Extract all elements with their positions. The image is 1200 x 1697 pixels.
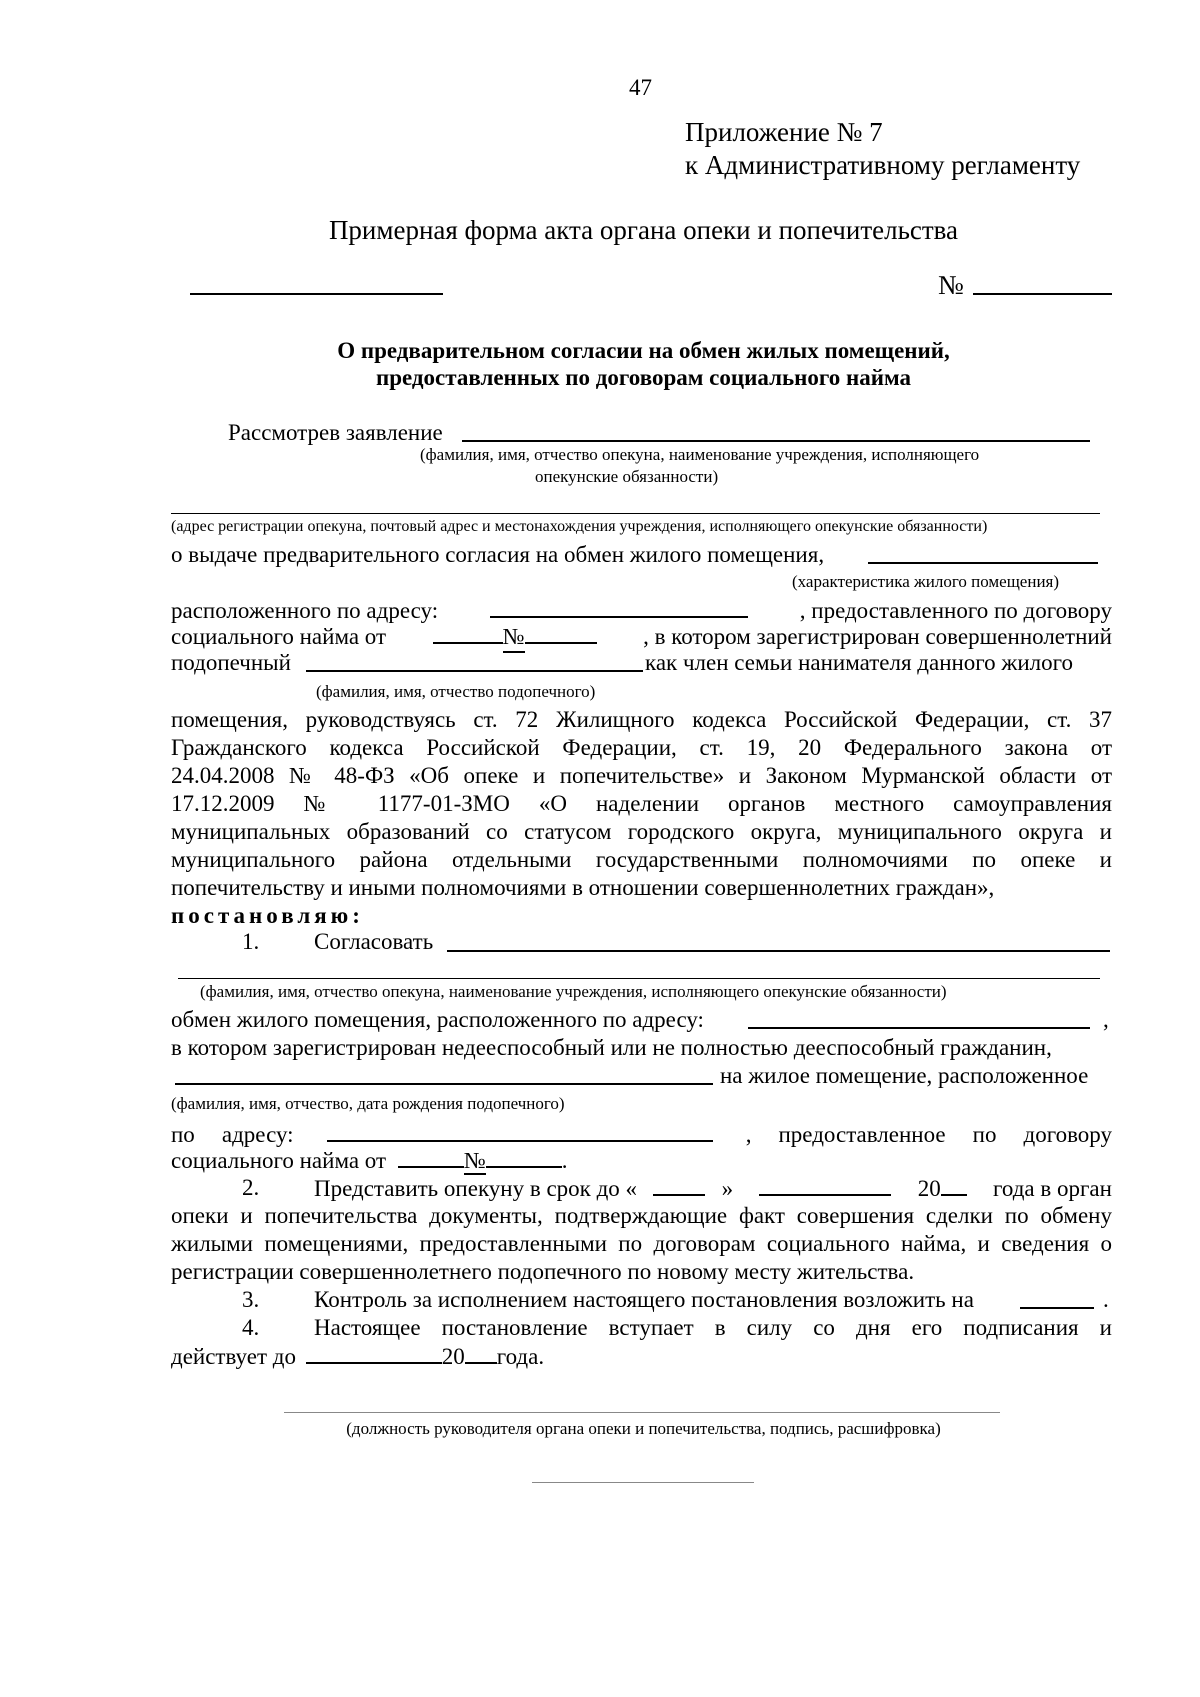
as-family-member: как член семьи нанимателя данного жилого: [645, 650, 1073, 675]
consent-line: о выдаче предварительного согласия на обмен жилого помещения,: [171, 542, 825, 567]
item2-year-prefix: 20: [917, 1176, 941, 1201]
lease-number-sign-2: №: [463, 1148, 486, 1173]
lease-period: .: [561, 1148, 568, 1173]
considering-label: Рассмотрев заявление: [228, 420, 443, 445]
date-blank: [190, 293, 443, 295]
hint-guardian-1: (фамилия, имя, отчество опекуна, наименование учреждения, исполняющего: [420, 445, 980, 464]
item2-day-blank: [653, 1174, 705, 1196]
social-lease-label-2: социального найма от: [171, 1148, 387, 1173]
legal-text: 17.12.2009 № 1177-01-ЗМО «О наделении органов местного самоуправления: [171, 791, 1112, 816]
item3-period: .: [1103, 1287, 1109, 1312]
incapable-name-blank: [175, 1083, 713, 1085]
legal-text: помещения, руководствуясь ст. 72 Жилищного кодекса Российской Федерации, ст. 37: [171, 707, 1112, 732]
item2-text-b: »: [721, 1176, 734, 1201]
address-blank: [171, 513, 1100, 514]
number-blank: [973, 293, 1112, 295]
legal-line-6: [171, 846, 1112, 874]
social-lease-label: социального найма от: [171, 624, 387, 649]
legal-text: муниципальных образований со статусом городского округа, муниципального округа и: [171, 819, 1112, 844]
provided-word: предоставленное: [778, 1122, 946, 1147]
exchange-comma: ,: [1103, 1007, 1109, 1032]
signature-hint: (должность руководителя органа опеки и попечительства, подпись, расшифровка): [346, 1419, 941, 1438]
form-title: Примерная форма акта органа опеки и попечительства: [328, 215, 959, 245]
incapable-line: в котором зарегистрирован недееспособный или не полностью дееспособный гражданин,: [171, 1035, 1052, 1060]
hint-ward-birth: (фамилия, имя, отчество, дата рождения подопечного): [171, 1094, 565, 1113]
item3-text: Контроль за исполнением настоящего постановления возложить на: [314, 1287, 974, 1312]
appendix-line-1: Приложение № 7: [685, 117, 883, 147]
lease-date-blank-2: [398, 1146, 464, 1168]
legal-text: Гражданского кодекса Российской Федерации, ст. 19, 20 Федерального закона от: [171, 735, 1112, 760]
resolve-heading: постановляю:: [171, 903, 364, 928]
number-sign: №: [938, 270, 964, 300]
hint-dwelling: (характеристика жилого помещения): [792, 572, 1060, 591]
item1-blank-2: [178, 978, 1100, 979]
lease-number-sign: №: [503, 623, 525, 653]
ward-blank: [306, 670, 643, 672]
item1-blank: [447, 950, 1110, 952]
located-address-label: расположенного по адресу:: [171, 598, 439, 623]
appendix-line-2: к Административному регламенту: [685, 150, 1081, 180]
lease-date-number: [433, 622, 597, 653]
page-number: 47: [629, 75, 652, 100]
valid-year-prefix: 20: [441, 1344, 465, 1369]
item2-month-blank: [759, 1174, 891, 1196]
social-lease-line: [171, 622, 1112, 650]
item2-line-3: [171, 1230, 1112, 1258]
provided-contract: договору: [1023, 1122, 1112, 1147]
second-address-blank: [327, 1118, 713, 1142]
second-address-comma: ,: [745, 1122, 752, 1147]
bottom-rule: [532, 1482, 754, 1483]
item2-year-blank: [941, 1174, 967, 1196]
item4-number: 4.: [242, 1315, 260, 1340]
legal-line-1: [171, 706, 1112, 734]
valid-until-blank: [306, 1342, 442, 1364]
hint-guardian-full: (фамилия, имя, отчество опекуна, наименование учреждения, исполняющего опекунские обязанности): [200, 982, 947, 1001]
on-dwelling-located: на жилое помещение, расположенное: [720, 1063, 1089, 1088]
registered-adult: , в котором зарегистрирован совершеннолетний: [643, 624, 1112, 649]
hint-ward-name: (фамилия, имя, отчество подопечного): [316, 682, 596, 701]
at-word-po: по: [171, 1122, 195, 1147]
item2-text: жилыми помещениями, предоставленными по договорам социального найма, и сведения о: [171, 1231, 1112, 1256]
item2-text-a: Представить опекуну в срок до «: [314, 1176, 638, 1201]
item1-text: Согласовать: [314, 929, 434, 954]
valid-until-label: действует до: [171, 1344, 296, 1369]
act-title-line-1: О предварительном согласии на обмен жилых помещений,: [337, 338, 950, 363]
item3-blank: [1020, 1307, 1094, 1309]
located-address-blank: [490, 594, 748, 618]
exchange-line: обмен жилого помещения, расположенного по адресу:: [171, 1007, 704, 1032]
social-lease-from-2: [171, 1146, 568, 1175]
hint-guardian-2: опекунские обязанности): [535, 467, 719, 486]
legal-line-3: [171, 762, 1112, 790]
lease-date-blank: [433, 622, 503, 644]
at-address-line: [171, 1118, 1112, 1146]
item4-text: Настоящее постановление вступает в силу со дня его подписания и: [314, 1315, 1112, 1340]
lease-number-blank: [525, 622, 597, 644]
ward-label: подопечный: [171, 650, 291, 675]
provided-po: по: [972, 1122, 997, 1147]
hint-address: (адрес регистрации опекуна, почтовый адрес и местонахождения учреждения, исполняющего опекунские обязанности): [171, 518, 988, 535]
item1-number: 1.: [242, 929, 260, 954]
lease-number-blank-2: [486, 1146, 562, 1168]
dwelling-blank: [868, 562, 1098, 564]
legal-line-5: [171, 818, 1112, 846]
item2-year: [918, 1174, 967, 1203]
item2-text-d: года в орган: [993, 1176, 1112, 1201]
legal-last-line: попечительству и иными полномочиями в отношении совершеннолетних граждан»,: [171, 875, 995, 900]
legal-text: 24.04.2008 № 48-ФЗ «Об опеке и попечительстве» и Законом Мурманской области от: [171, 763, 1112, 788]
provided-by-contract: , предоставленного по договору: [799, 598, 1112, 623]
valid-year-suffix: года.: [496, 1344, 545, 1369]
item2-line-2: [171, 1202, 1112, 1230]
legal-line-2: [171, 734, 1112, 762]
legal-text: муниципального района отдельными государственными полномочиями по опеке и: [171, 847, 1112, 872]
valid-year-blank: [465, 1342, 497, 1364]
legal-line-4: [171, 790, 1112, 818]
item3-number: 3.: [242, 1287, 260, 1312]
item2-first-line: [314, 1174, 1112, 1203]
signature-blank: [284, 1412, 1000, 1413]
applicant-blank: [462, 440, 1090, 442]
exchange-address-blank: [748, 1027, 1090, 1029]
at-word-address: адресу:: [221, 1122, 294, 1147]
item2-number: 2.: [242, 1175, 260, 1200]
item2-text: опеки и попечительства документы, подтверждающие факт совершения сделки по обмену: [171, 1203, 1112, 1228]
item2-last-line: регистрации совершеннолетнего подопечного по новому месту жительства.: [171, 1259, 915, 1284]
act-title-line-2: предоставленных по договорам социального найма: [375, 365, 912, 390]
valid-until-line: [171, 1342, 544, 1371]
located-address-line: [171, 594, 1112, 622]
